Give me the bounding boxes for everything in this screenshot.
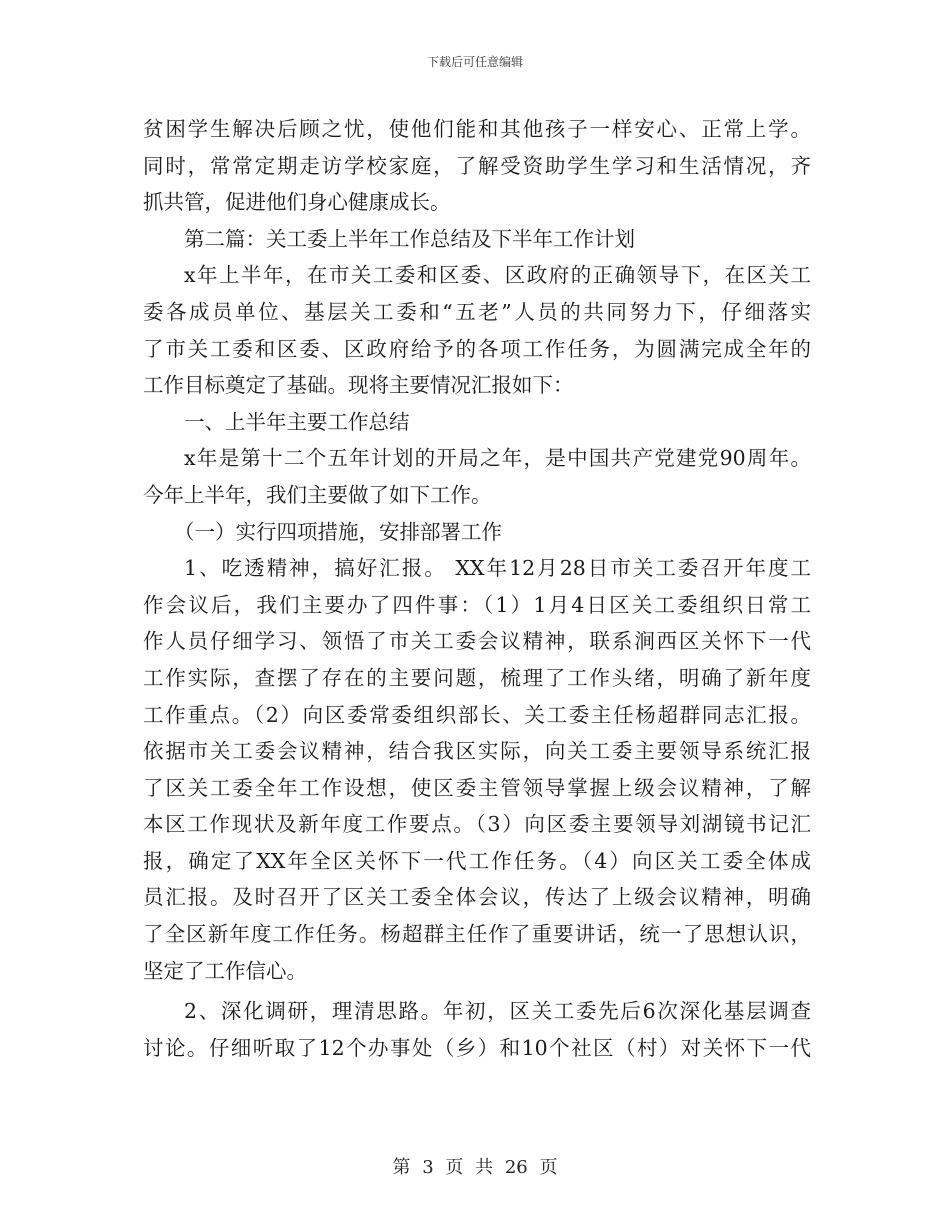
paragraph-line: 工作实际，查摆了存在的主要问题，梳理了工作头绪，明确了新年度: [143, 665, 811, 690]
paragraph-line: 2、深化调研，理清思路。年初，区关工委先后6次深化基层调查: [184, 999, 811, 1024]
paragraph-line: 坚定了工作信心。: [143, 958, 307, 983]
paragraph-line: 依据市关工委会议精神，结合我区实际，向关工委主要领导系统汇报: [143, 739, 811, 764]
paragraph-line: 工作目标奠定了基础。现将主要情况汇报如下：: [143, 373, 574, 398]
paragraph-line: 了市关工委和区委、区政府给予的各项工作任务，为圆满完成全年的: [143, 336, 811, 361]
paragraph-line: 委各成员单位、基层关工委和“五老”人员的共同努力下，仔细落实: [143, 299, 811, 324]
paragraph-line: 作人员仔细学习、领悟了市关工委会议精神，联系涧西区关怀下一代: [143, 629, 811, 654]
paragraph-line: 讨论。仔细听取了12个办事处（乡）和10个社区（村）对关怀下一代: [143, 1035, 811, 1060]
paragraph-line: 报，确定了XX年全区关怀下一代工作任务。（4）向区关工委全体成: [143, 848, 811, 873]
section-heading: 第二篇：关工委上半年工作总结及下半年工作计划: [184, 226, 635, 251]
paragraph-line: 今年上半年，我们主要做了如下工作。: [143, 482, 492, 507]
paragraph-line: x年上半年，在市关工委和区委、区政府的正确领导下，在区关工: [184, 263, 811, 288]
paragraph-line: 作会议后，我们主要办了四件事：（1）1月4日区关工委组织日常工: [143, 592, 811, 617]
subsection-heading: （一）实行四项措施，安排部署工作: [174, 519, 502, 544]
page-header-note: 下载后可任意编辑: [426, 55, 523, 69]
paragraph-line: 1、吃透精神，搞好汇报。 XX年12月28日市关工委召开年度工: [184, 556, 811, 581]
document-body: [143, 111, 811, 1066]
paragraph-line: 了区关工委全年工作设想，使区委主管领导掌握上级会议精神，了解: [143, 775, 811, 800]
paragraph-line: x年是第十二个五年计划的开局之年，是中国共产党建党90周年。: [184, 446, 811, 471]
paragraph-line: 贫困学生解决后顾之忧，使他们能和其他孩子一样安心、正常上学。: [143, 117, 811, 141]
paragraph-line: 抓共管，促进他们身心健康成长。: [143, 190, 451, 215]
page-number: 第 3 页 共 26 页: [392, 1157, 558, 1178]
paragraph-line: 了全区新年度工作任务。杨超群主任作了重要讲话，统一了思想认识，: [143, 922, 811, 947]
subsection-heading: 一、上半年主要工作总结: [184, 409, 410, 434]
paragraph-line: 员汇报。及时召开了区关工委全体会议，传达了上级会议精神，明确: [143, 885, 811, 910]
paragraph-line: 工作重点。（2）向区委常委组织部长、关工委主任杨超群同志汇报。: [143, 702, 811, 727]
paragraph-line: 同时，常常定期走访学校家庭，了解受资助学生学习和生活情况，齐: [143, 153, 811, 178]
paragraph-line: 本区工作现状及新年度工作要点。（3）向区委主要领导刘湖镜书记汇: [143, 812, 811, 837]
